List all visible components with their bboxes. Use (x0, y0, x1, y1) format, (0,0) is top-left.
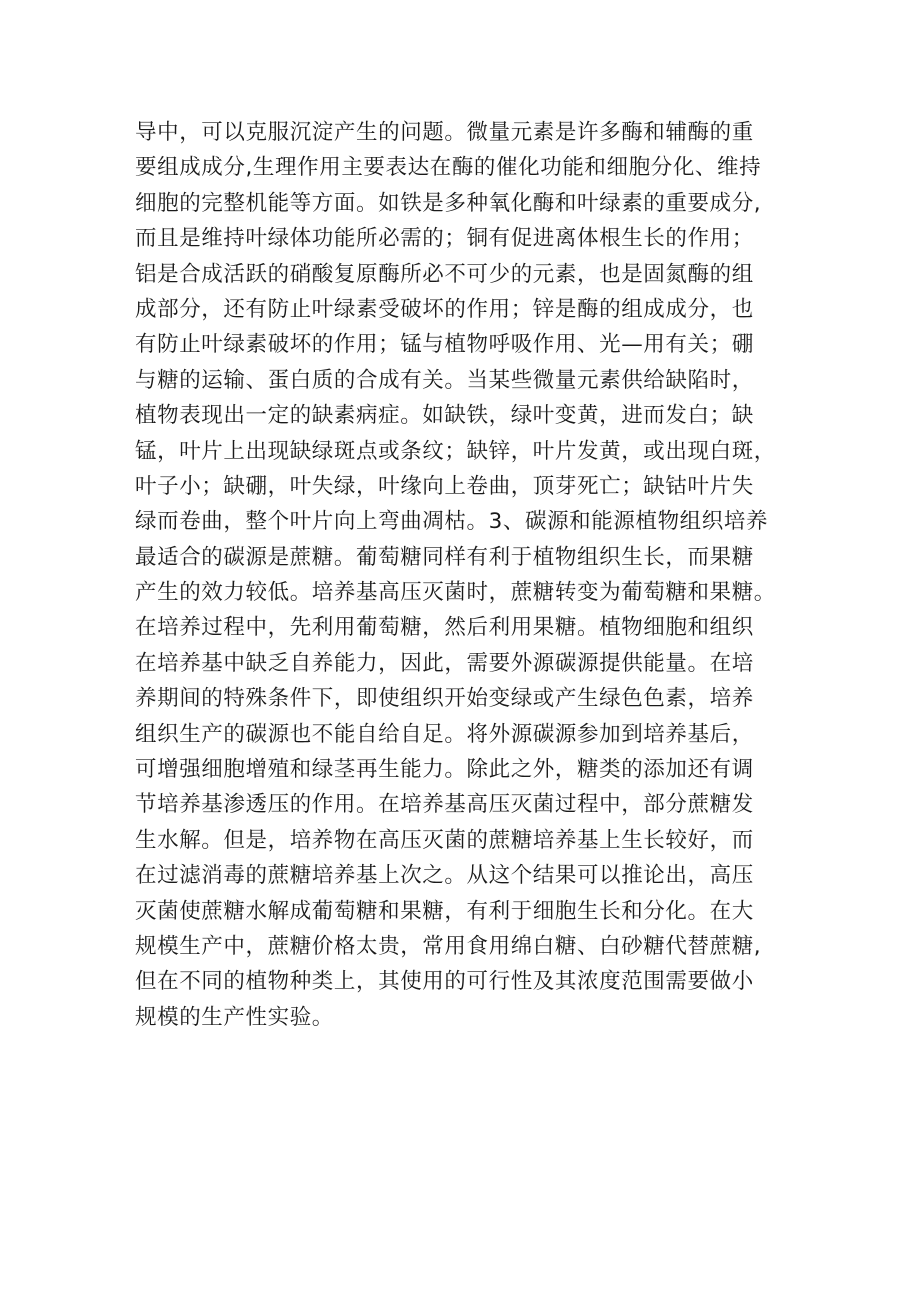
text-line: 养期间的特殊条件下，即使组织开始变绿或产生绿色色素，培养 (135, 686, 754, 712)
text-line: 最适合的碳源是蔗糖。葡萄糖同样有利于植物组织生长，而果糖 (135, 544, 754, 570)
text-line: 产生的效力较低。培养基高压灭菌时，蔗糖转变为葡萄糖和果糖。 (135, 580, 776, 606)
text-line: 锰，叶片上出现缺绿斑点或条纹；缺锌，叶片发黄，或出现白斑， (135, 438, 776, 464)
text-line: 节培养基渗透压的作用。在培养基高压灭菌过程中，部分蔗糖发 (135, 792, 754, 818)
text-line: 与糖的运输、蛋白质的合成有关。当某些微量元素供给缺陷时， (135, 367, 754, 393)
text-line: 在过滤消毒的蔗糖培养基上次之。从这个结果可以推论出，高压 (135, 863, 754, 889)
text-line: 生水解。但是，培养物在高压灭菌的蔗糖培养基上生长较好，而 (135, 827, 754, 853)
text-line: 规模的生产性实验。 (135, 1004, 334, 1030)
text-line: 可增强细胞增殖和绿茎再生能力。除此之外，糖类的添加还有调 (135, 757, 754, 783)
text-line: 植物表现出一定的缺素病症。如缺铁，绿叶变黄，进而发白；缺 (135, 403, 754, 429)
text-line: 灭菌使蔗糖水解成葡萄糖和果糖，有利于细胞生长和分化。在大 (135, 898, 754, 924)
text-line: 叶子小；缺硼，叶失绿，叶缘向上卷曲，顶芽死亡；缺钴叶片失 (135, 473, 754, 499)
text-line: 成部分，还有防止叶绿素受破坏的作用；锌是酶的组成成分，也 (135, 296, 754, 322)
text-line: 在培养过程中，先利用葡萄糖，然后利用果糖。植物细胞和组织 (135, 615, 754, 641)
text-line: 要组成成分,生理作用主要表达在酶的催化功能和细胞分化、维持 (135, 155, 762, 181)
text-line: 而且是维持叶绿体功能所必需的；铜有促进离体根生长的作用； (135, 226, 754, 252)
text-line: 绿而卷曲，整个叶片向上弯曲凋枯。3、碳源和能源植物组织培养 (135, 509, 769, 535)
text-line: 有防止叶绿素破坏的作用；锰与植物呼吸作用、光—用有关；硼 (135, 332, 754, 358)
text-line: 细胞的完整机能等方面。如铁是多种氧化酶和叶绿素的重要成分, (135, 190, 762, 216)
text-line: 铝是合成活跃的硝酸复原酶所必不可少的元素，也是固氮酶的组 (135, 261, 754, 287)
text-line: 规模生产中，蔗糖价格太贵，常用食用绵白糖、白砂糖代替蔗糖, (135, 933, 762, 959)
text-line: 组织生产的碳源也不能自给自足。将外源碳源参加到培养基后， (135, 721, 754, 747)
text-line: 但在不同的植物种类上，其使用的可行性及其浓度范围需要做小 (135, 969, 754, 995)
text-line: 导中，可以克服沉淀产生的问题。微量元素是许多酶和辅酶的重 (135, 120, 754, 145)
text-line: 在培养基中缺乏自养能力，因此，需要外源碳源提供能量。在培 (135, 650, 754, 676)
body-paragraph (135, 115, 815, 1035)
